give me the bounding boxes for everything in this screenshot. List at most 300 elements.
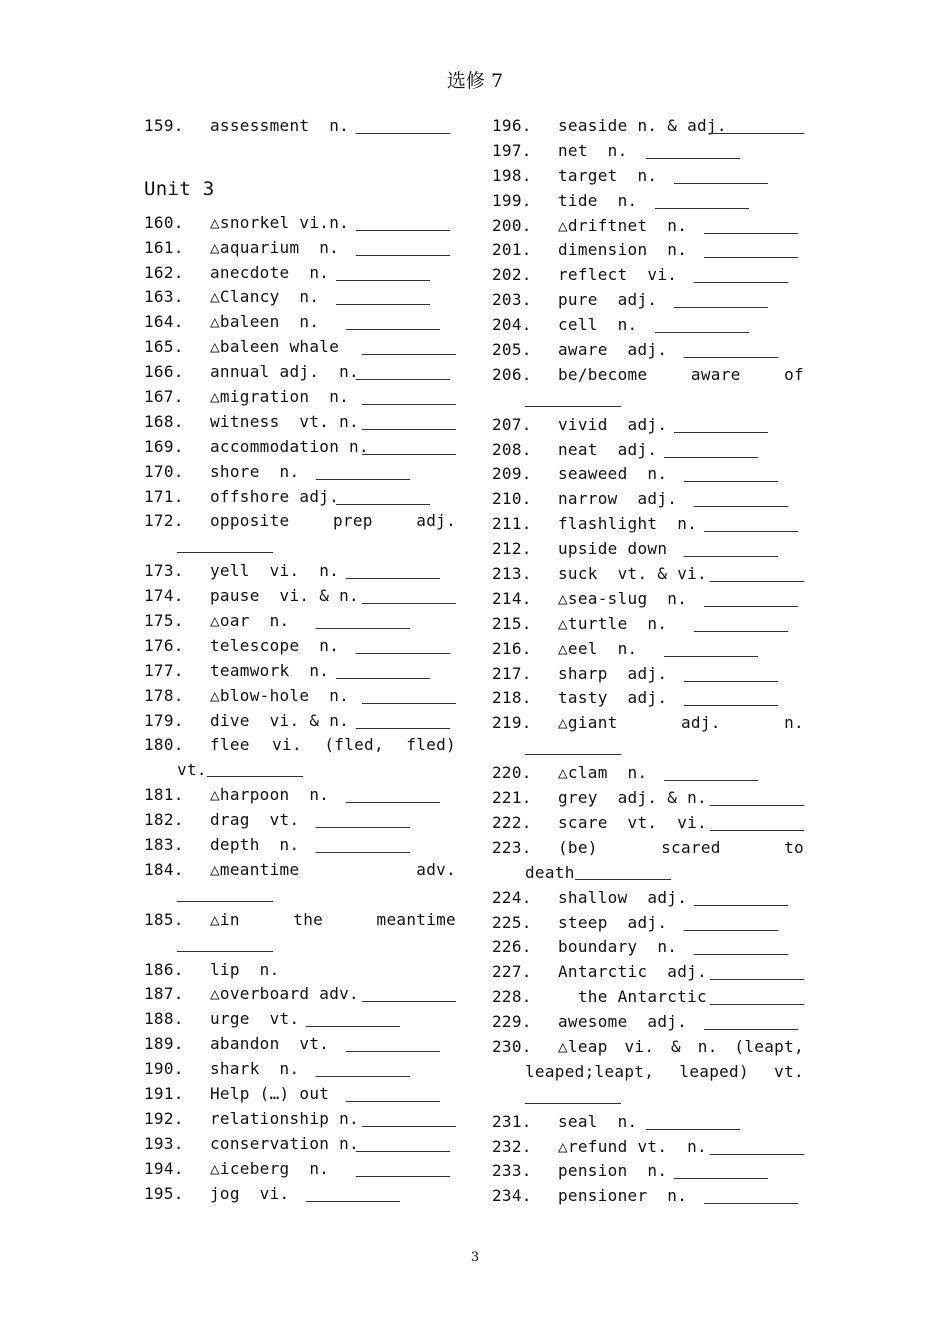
vocab-entry: [492, 1159, 804, 1184]
entry-continuation: [492, 1060, 804, 1085]
answer-blank[interactable]: [356, 230, 450, 231]
entry-term: [210, 733, 456, 758]
entry-number: 228.: [492, 987, 532, 1007]
entry-term: scare vt. vi.: [558, 812, 707, 832]
vertical-spacer: [144, 139, 456, 164]
entry-term: △aquarium n.: [210, 237, 340, 257]
vocab-entry: [492, 214, 804, 239]
answer-blank[interactable]: [346, 578, 440, 579]
entry-number: 202.: [492, 265, 532, 285]
entry-number: 183.: [144, 835, 184, 855]
answer-blank[interactable]: [646, 1129, 740, 1130]
entry-term: accommodation n.: [210, 436, 369, 456]
entry-number: 197.: [492, 140, 532, 160]
answer-blank[interactable]: [694, 506, 788, 507]
vocab-entry: [144, 858, 456, 883]
entry-term: △baleen whale: [210, 337, 340, 357]
answer-blank[interactable]: [704, 257, 798, 258]
entry-number: 170.: [144, 461, 184, 481]
entry-number: 178.: [144, 685, 184, 705]
entry-number: 219.: [492, 713, 532, 733]
entry-number: 231.: [492, 1111, 532, 1131]
vocab-entry: [144, 808, 456, 833]
entry-term-part: the: [293, 909, 324, 929]
entry-term: [558, 836, 804, 861]
entry-number: 205.: [492, 340, 532, 360]
vocab-entry: [492, 288, 804, 313]
entry-term: △driftnet n.: [558, 215, 688, 235]
vocab-entry: [144, 908, 456, 933]
entry-number: 225.: [492, 912, 532, 932]
answer-blank[interactable]: [356, 1151, 450, 1152]
entry-term: seaside n. & adj.: [558, 116, 727, 135]
entry-term-part: △leap: [558, 1036, 608, 1056]
entry-number: 208.: [492, 439, 532, 459]
entry-number: 185.: [144, 909, 184, 929]
entry-term-part: fled): [406, 735, 456, 755]
entry-term: yell vi. n.: [210, 561, 340, 581]
answer-blank[interactable]: [362, 1126, 456, 1127]
entry-number: 223.: [492, 837, 532, 857]
entry-term-part: leaped): [679, 1061, 749, 1081]
entry-term: cell n.: [558, 315, 638, 335]
entry-number: 189.: [144, 1034, 184, 1054]
vocab-entry: [492, 238, 804, 263]
vocab-entry: [144, 659, 456, 684]
vocab-entry: [144, 236, 456, 261]
answer-blank[interactable]: [316, 1076, 410, 1077]
answer-blank[interactable]: [336, 678, 430, 679]
entry-term: △snorkel vi.n.: [210, 212, 350, 232]
entry-term-part: vi.: [624, 1036, 655, 1056]
entry-term: urge vt.: [210, 1009, 300, 1029]
answer-blank[interactable]: [674, 1178, 768, 1179]
vocab-entry: [144, 1032, 456, 1057]
entry-number: 214.: [492, 588, 532, 608]
entry-term: vt.: [177, 760, 207, 780]
entry-term: pensioner n.: [558, 1186, 688, 1206]
entry-term: reflect vi.: [558, 265, 678, 285]
vocab-entry: [492, 313, 804, 338]
entry-term: annual adj. n.: [210, 362, 359, 382]
entry-number: 173.: [144, 561, 184, 581]
entry-number: 207.: [492, 414, 532, 434]
vocab-entry: [144, 1007, 456, 1032]
answer-blank[interactable]: [674, 183, 768, 184]
vocab-entry: [492, 1135, 804, 1160]
answer-blank[interactable]: [674, 307, 768, 308]
entry-term: △refund vt. n.: [558, 1136, 707, 1156]
vocab-entry: [144, 1107, 456, 1132]
entry-term-part: adj.: [416, 511, 456, 531]
entry-term: [558, 363, 804, 388]
answer-blank[interactable]: [177, 933, 273, 952]
vocab-entry: [492, 985, 804, 1010]
entry-number: 163.: [144, 287, 184, 307]
entry-term: assessment n.: [210, 116, 350, 135]
answer-blank[interactable]: [207, 758, 303, 777]
answer-blank[interactable]: [346, 329, 440, 330]
answer-blank[interactable]: [710, 133, 804, 134]
entry-term: △harpoon n.: [210, 785, 330, 805]
entry-term-part: of: [784, 364, 804, 384]
vocab-entry: [144, 435, 456, 460]
vocab-entry: [492, 487, 804, 512]
entry-number: 166.: [144, 362, 184, 382]
entry-number: 168.: [144, 411, 184, 431]
entry-term: shore n.: [210, 461, 300, 481]
vocab-entry: [144, 733, 456, 758]
vocab-entry: [144, 509, 456, 534]
entry-term: [558, 711, 804, 736]
answer-blank[interactable]: [704, 1029, 798, 1030]
answer-blank[interactable]: [362, 454, 456, 455]
entry-term: dive vi. & n.: [210, 710, 350, 730]
vocab-entry: [492, 935, 804, 960]
vocab-entry: [492, 1010, 804, 1035]
entry-term: [210, 908, 456, 933]
entry-term: telescope n.: [210, 635, 340, 655]
answer-blank[interactable]: [664, 457, 758, 458]
answer-blank[interactable]: [356, 728, 450, 729]
vocab-entry: [144, 360, 456, 385]
entry-term: shark n.: [210, 1059, 300, 1079]
entry-number: 184.: [144, 859, 184, 879]
answer-blank[interactable]: [362, 603, 456, 604]
vocab-entry: [492, 1035, 804, 1060]
entry-term: sharp adj.: [558, 663, 668, 683]
answer-blank[interactable]: [684, 481, 778, 482]
answer-blank[interactable]: [346, 802, 440, 803]
vocab-entry: [144, 958, 456, 983]
vocab-entry: [492, 662, 804, 687]
answer-blank[interactable]: [356, 133, 450, 134]
entry-term: the Antarctic: [558, 987, 707, 1007]
entry-number: 164.: [144, 312, 184, 332]
entry-term: anecdote n.: [210, 262, 330, 282]
vocab-entry: [144, 1157, 456, 1182]
entry-term: depth n.: [210, 835, 300, 855]
answer-blank[interactable]: [684, 930, 778, 931]
entry-continuation: [144, 933, 456, 958]
answer-blank[interactable]: [684, 556, 778, 557]
entry-term: △baleen n.: [210, 312, 320, 332]
answer-blank[interactable]: [710, 979, 804, 980]
vocab-entry: [492, 413, 804, 438]
answer-blank[interactable]: [704, 233, 798, 234]
answer-blank[interactable]: [316, 827, 410, 828]
answer-blank[interactable]: [694, 954, 788, 955]
entry-term-part: prep: [333, 511, 373, 531]
answer-blank[interactable]: [710, 1004, 804, 1005]
entry-continuation: [144, 534, 456, 559]
entry-number: 188.: [144, 1009, 184, 1029]
entry-term: △Clancy n.: [210, 287, 320, 307]
entry-term: shallow adj.: [558, 887, 688, 907]
vocab-entry: [492, 114, 804, 139]
entry-term: [210, 858, 456, 883]
entry-term: death: [525, 862, 575, 882]
vocab-entry: [492, 562, 804, 587]
entry-term: offshore adj.: [210, 486, 340, 506]
entry-term-part: meantime: [376, 909, 456, 929]
answer-blank[interactable]: [674, 432, 768, 433]
entry-number: 234.: [492, 1186, 532, 1206]
entry-term: tasty adj.: [558, 688, 668, 708]
entry-term: vivid adj.: [558, 414, 668, 434]
entry-term-part: flee: [210, 735, 250, 755]
entry-number: 174.: [144, 586, 184, 606]
entry-term-part: adv.: [416, 859, 456, 879]
entry-continuation: [492, 861, 804, 886]
entry-term: Help (…) out: [210, 1083, 330, 1103]
answer-blank[interactable]: [710, 581, 804, 582]
entry-number: 193.: [144, 1133, 184, 1153]
entry-term: pause vi. & n.: [210, 586, 359, 606]
entry-number: 186.: [144, 959, 184, 979]
entry-term: △overboard adv.: [210, 984, 359, 1004]
answer-blank[interactable]: [316, 852, 410, 853]
answer-blank[interactable]: [177, 883, 273, 902]
entry-term: boundary n.: [558, 937, 678, 957]
vocab-entry: [144, 634, 456, 659]
entry-number: 172.: [144, 511, 184, 531]
answer-blank[interactable]: [694, 631, 788, 632]
answer-blank[interactable]: [336, 304, 430, 305]
vocab-entry: [144, 211, 456, 236]
answer-blank[interactable]: [694, 282, 788, 283]
answer-blank[interactable]: [356, 379, 450, 380]
vocab-entry: [492, 363, 804, 388]
vocab-entry: [144, 609, 456, 634]
entry-term: △turtle n.: [558, 613, 668, 633]
vocab-entry: [492, 786, 804, 811]
answer-blank[interactable]: [704, 531, 798, 532]
entry-term: upside down: [558, 539, 668, 559]
entry-number: 169.: [144, 436, 184, 456]
entry-term-part: △in: [210, 909, 240, 929]
vocab-entry: [144, 485, 456, 510]
entry-number: 229.: [492, 1012, 532, 1032]
answer-blank[interactable]: [362, 404, 456, 405]
entry-term: teamwork n.: [210, 660, 330, 680]
entry-term-part: &: [671, 1036, 681, 1056]
answer-blank[interactable]: [710, 1154, 804, 1155]
entry-term-part: vt.: [774, 1061, 804, 1081]
vocab-entry: [492, 537, 804, 562]
entry-number: 194.: [144, 1158, 184, 1178]
entry-term: seal n.: [558, 1111, 638, 1131]
vocab-entry: [492, 164, 804, 189]
entry-continuation: [144, 883, 456, 908]
entry-term: △eel n.: [558, 638, 638, 658]
entry-term: aware adj.: [558, 340, 668, 360]
answer-blank[interactable]: [710, 830, 804, 831]
answer-blank[interactable]: [356, 255, 450, 256]
entry-term-part: (leapt,: [734, 1036, 804, 1056]
entry-term: pure adj.: [558, 290, 658, 310]
entry-term: dimension n.: [558, 240, 688, 260]
entry-term-part: △giant: [558, 713, 618, 733]
answer-blank[interactable]: [177, 534, 273, 553]
entry-term-part: opposite: [210, 511, 290, 531]
entry-number: 211.: [492, 514, 532, 534]
entry-term: [525, 1060, 804, 1085]
answer-blank[interactable]: [356, 653, 450, 654]
entry-number: 161.: [144, 237, 184, 257]
entry-number: 179.: [144, 710, 184, 730]
answer-blank[interactable]: [306, 1201, 400, 1202]
entry-number: 171.: [144, 486, 184, 506]
entry-term-part: scared: [661, 837, 721, 857]
entry-number: 233.: [492, 1161, 532, 1181]
entry-number: 162.: [144, 262, 184, 282]
entry-term: flashlight n.: [558, 514, 698, 534]
vocab-entry: [492, 761, 804, 786]
answer-blank[interactable]: [362, 354, 456, 355]
answer-blank[interactable]: [316, 479, 410, 480]
entry-term: △blow-hole n.: [210, 685, 350, 705]
answer-blank[interactable]: [704, 1203, 798, 1204]
entry-number: 198.: [492, 165, 532, 185]
entry-term-part: to: [784, 837, 804, 857]
answer-blank[interactable]: [646, 158, 740, 159]
unit-heading: Unit 3: [144, 177, 215, 200]
entry-number: 190.: [144, 1059, 184, 1079]
entry-term-part: (fled,: [324, 735, 384, 755]
answer-blank[interactable]: [655, 332, 749, 333]
answer-blank[interactable]: [664, 656, 758, 657]
answer-blank[interactable]: [704, 606, 798, 607]
vocab-entry: [492, 462, 804, 487]
entry-term: target n.: [558, 165, 658, 185]
answer-blank[interactable]: [575, 861, 671, 880]
entry-term: lip n.: [210, 959, 280, 979]
answer-blank[interactable]: [316, 628, 410, 629]
entry-number: 204.: [492, 315, 532, 335]
vocab-entry: [144, 982, 456, 1007]
vocab-entry: [144, 833, 456, 858]
entry-number: 216.: [492, 638, 532, 658]
vocab-entry: [144, 1082, 456, 1107]
entry-term: relationship n.: [210, 1108, 359, 1128]
vocab-entry: [492, 338, 804, 363]
answer-blank[interactable]: [306, 1026, 400, 1027]
answer-blank[interactable]: [655, 208, 749, 209]
right-vocabulary-column: [492, 114, 804, 1209]
entry-term-part: be/become: [558, 364, 648, 384]
entry-number: 232.: [492, 1136, 532, 1156]
entry-term: [210, 509, 456, 534]
entry-term: △iceberg n.: [210, 1158, 330, 1178]
vocab-entry: [144, 684, 456, 709]
entry-number: 210.: [492, 489, 532, 509]
entry-term: pension n.: [558, 1161, 668, 1181]
vocab-entry: [144, 559, 456, 584]
entry-term-part: (be): [558, 837, 598, 857]
answer-blank[interactable]: [694, 905, 788, 906]
vocab-entry: [492, 911, 804, 936]
vocab-entry: [144, 460, 456, 485]
entry-number: 201.: [492, 240, 532, 260]
vocab-entry: [144, 410, 456, 435]
vocab-entry: [492, 612, 804, 637]
entry-term-part: leaped;leapt,: [525, 1061, 655, 1081]
vocab-entry: [492, 836, 804, 861]
entry-number: 227.: [492, 962, 532, 982]
answer-blank[interactable]: [684, 357, 778, 358]
vocab-entry: [144, 1057, 456, 1082]
answer-blank[interactable]: [525, 388, 621, 407]
entry-number: 182.: [144, 810, 184, 830]
entry-number: 203.: [492, 290, 532, 310]
entry-term-part: vi.: [272, 735, 302, 755]
answer-blank[interactable]: [362, 1001, 456, 1002]
answer-blank[interactable]: [346, 1101, 440, 1102]
vocab-entry: [492, 512, 804, 537]
entry-number: 215.: [492, 613, 532, 633]
entry-term: △oar n.: [210, 611, 290, 631]
entry-number: 217.: [492, 663, 532, 683]
vocab-entry: [144, 385, 456, 410]
entry-number: 218.: [492, 688, 532, 708]
answer-blank[interactable]: [710, 805, 804, 806]
answer-blank[interactable]: [664, 780, 758, 781]
entry-number: 180.: [144, 735, 184, 755]
entry-term: witness vt. n.: [210, 411, 359, 431]
entry-term-part: △meantime: [210, 859, 300, 879]
page-number: 3: [470, 1250, 480, 1265]
entry-term-part: n.: [697, 1036, 718, 1056]
vocab-entry: [492, 263, 804, 288]
entry-number: 191.: [144, 1083, 184, 1103]
entry-term: △sea-slug n.: [558, 588, 688, 608]
entry-number: 167.: [144, 387, 184, 407]
entry-number: 177.: [144, 660, 184, 680]
answer-blank[interactable]: [525, 736, 621, 755]
answer-blank[interactable]: [684, 705, 778, 706]
entry-term: abandon vt.: [210, 1034, 330, 1054]
entry-term: seaweed n.: [558, 464, 668, 484]
answer-blank[interactable]: [336, 504, 430, 505]
entry-term: drag vt.: [210, 810, 300, 830]
vocab-entry: [144, 783, 456, 808]
answer-blank[interactable]: [362, 703, 456, 704]
answer-blank[interactable]: [684, 681, 778, 682]
answer-blank[interactable]: [356, 1176, 450, 1177]
entry-number: 221.: [492, 788, 532, 808]
vocab-entry: [144, 709, 456, 734]
answer-blank[interactable]: [525, 1085, 621, 1104]
answer-blank[interactable]: [336, 280, 430, 281]
vocab-entry: [144, 114, 456, 139]
left-vocabulary-column: [144, 114, 456, 1206]
entry-number: 230.: [492, 1036, 532, 1056]
vocab-entry: [492, 711, 804, 736]
entry-term: jog vi.: [210, 1183, 290, 1203]
entry-continuation: [492, 388, 804, 413]
entry-term: suck vt. & vi.: [558, 564, 707, 584]
answer-blank[interactable]: [346, 1051, 440, 1052]
entry-number: 224.: [492, 887, 532, 907]
vocab-entry: [144, 584, 456, 609]
entry-number: 175.: [144, 611, 184, 631]
answer-blank[interactable]: [362, 429, 456, 430]
entry-number: 199.: [492, 190, 532, 210]
entry-number: 212.: [492, 539, 532, 559]
entry-term: [558, 1035, 804, 1060]
entry-number: 195.: [144, 1183, 184, 1203]
